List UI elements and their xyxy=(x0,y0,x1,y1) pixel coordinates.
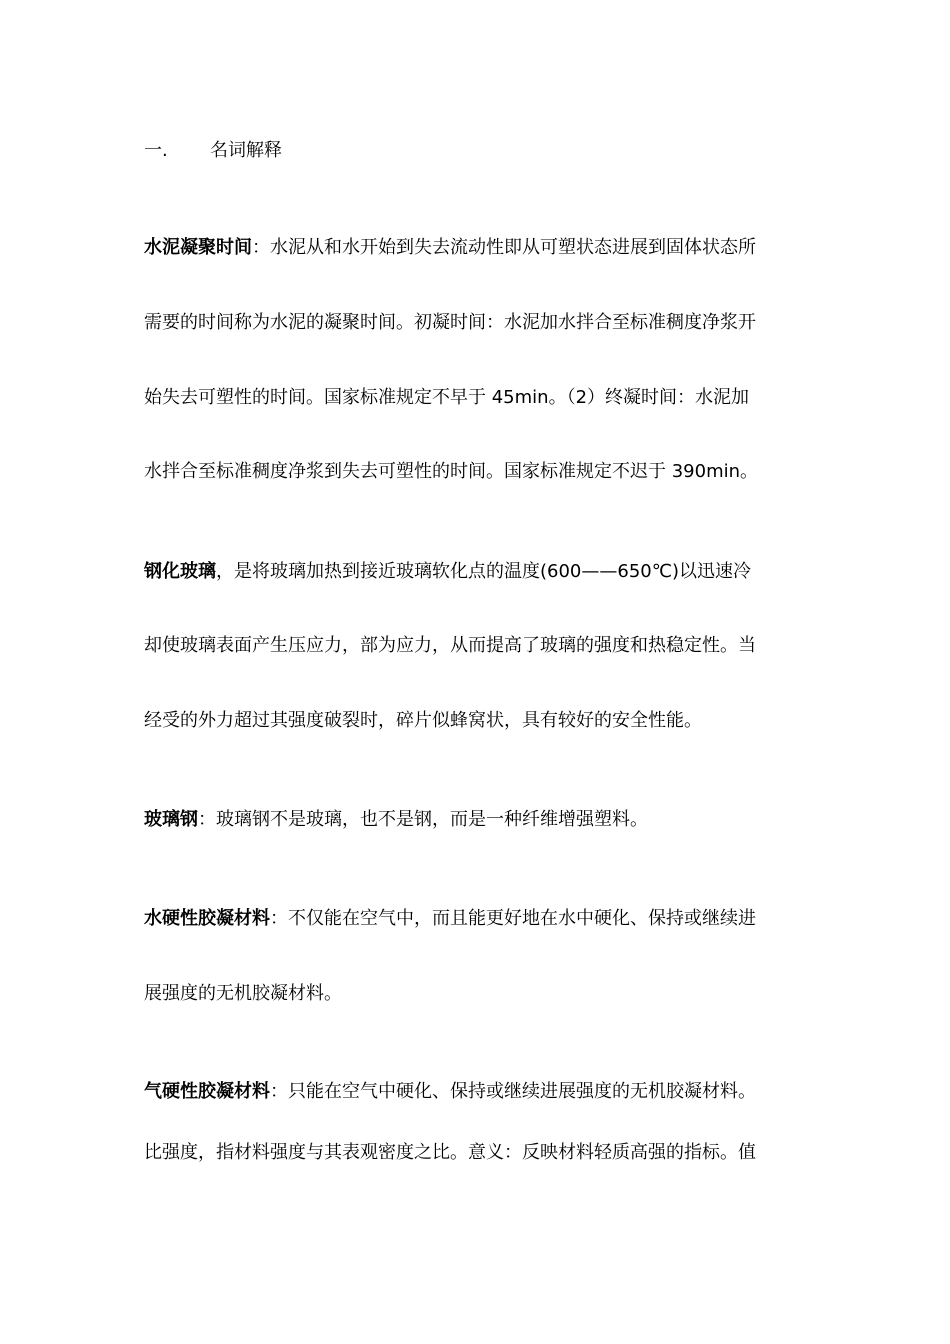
term: 钢化玻璃 xyxy=(144,561,216,582)
definition-paragraph xyxy=(144,560,814,584)
definition-text: 却使玻璃表面产生压应力，部为应力，从而提高了玻璃的强度和热稳定性。当 xyxy=(144,635,756,656)
definition-text: 比强度，指材料强度与其表观密度之比。意义：反映材料轻质高强的指标。值 xyxy=(144,1142,756,1163)
definition-text: 水拌合至标准稠度净浆到失去可塑性的时间。国家标准规定不迟于 390min。 xyxy=(144,461,759,482)
definition-text: 始失去可塑性的时间。国家标准规定不早于 45min。（2）终凝时间：水泥加 xyxy=(144,387,750,408)
term: 水泥凝聚时间 xyxy=(144,237,252,258)
term-separator: ： xyxy=(198,809,216,830)
section-heading xyxy=(144,139,814,163)
term: 水硬性胶凝材料 xyxy=(144,908,270,929)
term-separator: ， xyxy=(216,561,234,582)
term-separator: ： xyxy=(270,908,288,929)
definition-paragraph xyxy=(144,907,814,931)
definition-text: 不仅能在空气中，而且能更好地在水中硬化、保持或继续进 xyxy=(288,908,756,929)
term-separator: ： xyxy=(252,237,270,258)
definition-text: 只能在空气中硬化、保持或继续进展强度的无机胶凝材料。 xyxy=(288,1081,756,1102)
definition-paragraph xyxy=(144,1080,814,1104)
definition-text: 经受的外力超过其强度破裂时，碎片似蜂窝状，具有较好的安全性能。 xyxy=(144,710,702,731)
term: 气硬性胶凝材料 xyxy=(144,1081,270,1102)
definition-text: 展强度的无机胶凝材料。 xyxy=(144,983,342,1004)
definition-text: 水泥从和水开始到失去流动性即从可塑状态进展到固体状态所 xyxy=(270,237,756,258)
definition-text: 需要的时间称为水泥的凝聚时间。初凝时间：水泥加水拌合至标准稠度净浆开 xyxy=(144,312,756,333)
definition-paragraph xyxy=(144,808,814,832)
definition-text: 玻璃钢不是玻璃，也不是钢，而是一种纤维增强塑料。 xyxy=(216,809,648,830)
term-separator: ： xyxy=(270,1081,288,1102)
term: 玻璃钢 xyxy=(144,809,198,830)
definition-text: 是将玻璃加热到接近玻璃软化点的温度(600——650℃)以迅速冷 xyxy=(234,561,751,582)
definition-paragraph xyxy=(144,236,814,260)
section-number: 一. xyxy=(144,140,168,161)
section-title: 名词解释 xyxy=(210,140,282,161)
